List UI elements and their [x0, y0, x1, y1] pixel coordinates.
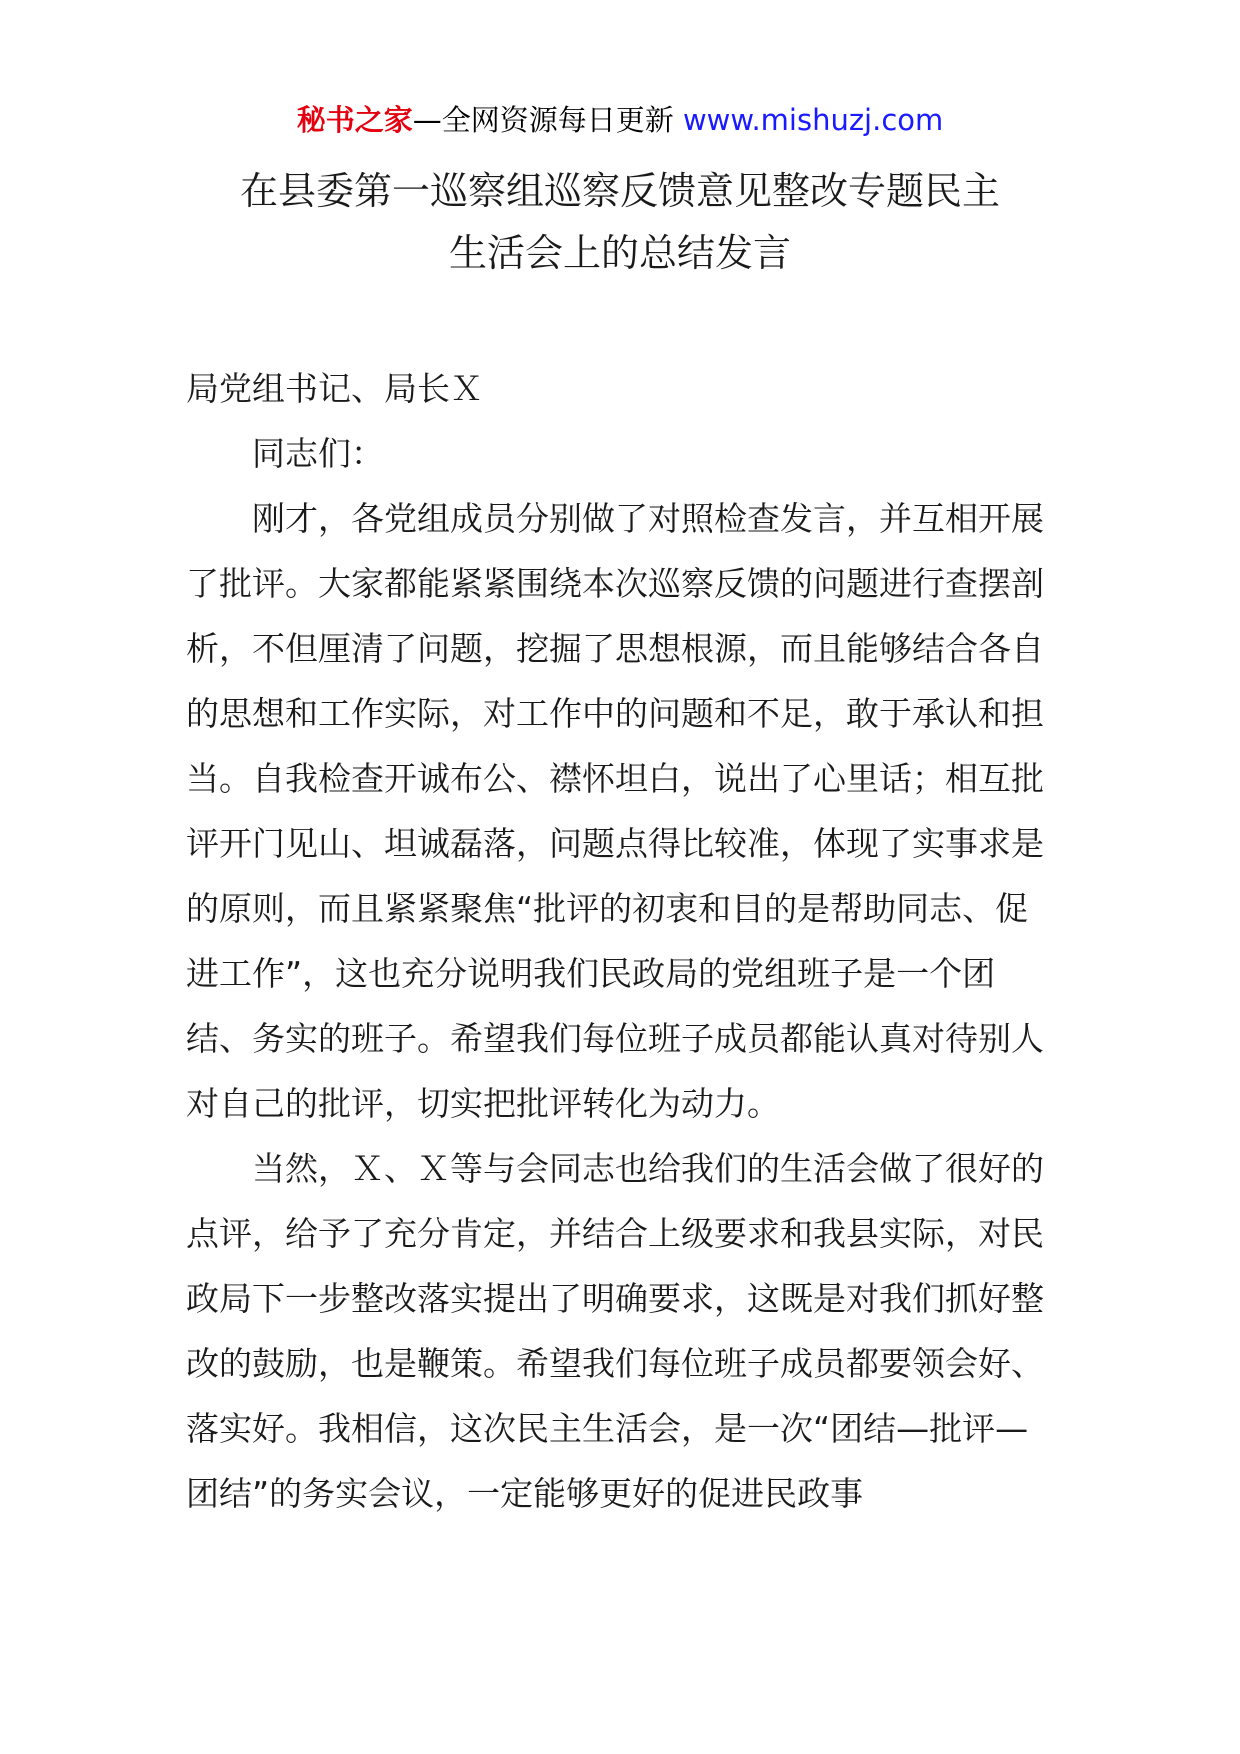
brand-name: 秘书之家 [296, 103, 413, 137]
document-title [150, 160, 1090, 284]
website-link[interactable]: www.mishuzj.com [682, 103, 944, 137]
title-line-1: 在县委第一巡察组巡察反馈意见整改专题民主 [239, 169, 1000, 213]
title-line-2: 生活会上的总结发言 [448, 231, 791, 275]
paragraph-1: 刚才，各党组成员分别做了对照检查发言，并互相开展了批评。大家都能紧紧围绕本次巡察反馈的问题进行查摆剖析，不但厘清了问题，挖掘了思想根源，而且能够结合各自的思想和工作实际，对工作中的问题和不足，敢于承认和担当。自我检查开诚布公、襟怀坦白，说出了心里话；相互批评开门见山、坦诚磊落，问题点得比较准，体现了实事求是的原则，而且紧紧聚焦“批评的初衷和目的是帮助同志、促进工作”，这也充分说明我们民政局的党组班子是一个团结、务实的班子。希望我们每位班子成员都能认真对待别人对自己的批评，切实把批评转化为动力。 [186, 499, 1044, 1123]
header-slogan: —全网资源每日更新 [412, 103, 674, 137]
salutation: 同志们： [252, 434, 384, 473]
paragraph-2: 当然，Ｘ、Ｘ等与会同志也给我们的生活会做了很好的点评，给予了充分肯定，并结合上级要求和我县实际，对民政局下一步整改落实提出了明确要求，这既是对我们抓好整改的鼓励，也是鞭策。希望我们每位班子成员都要领会好、落实好。我相信，这次民主生活会，是一次“团结—批评—团结”的务实会议，一定能够更好的促进民政事 [186, 1149, 1044, 1513]
site-header [0, 100, 1240, 140]
document-body [186, 356, 1056, 1526]
author-line: 局党组书记、局长Ｘ [186, 369, 483, 408]
